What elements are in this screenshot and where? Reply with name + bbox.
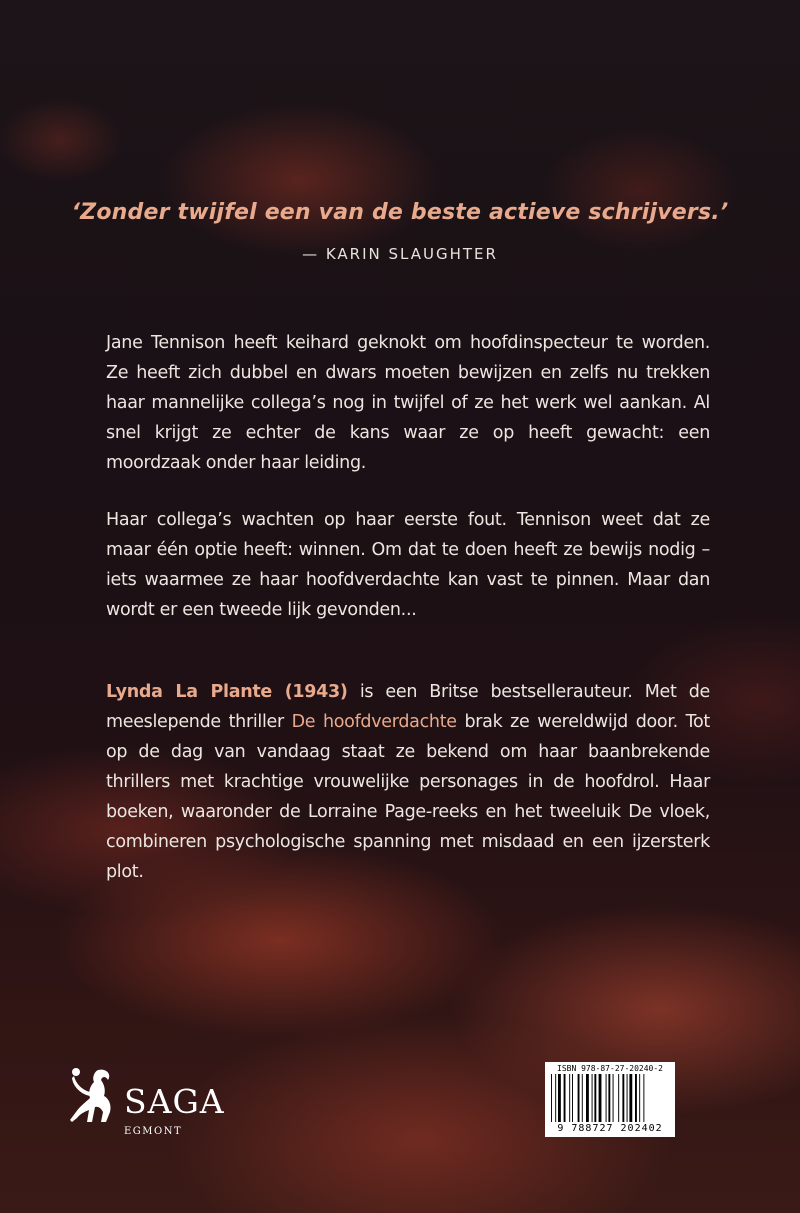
barcode-bar [582, 1074, 583, 1122]
barcode-bars [551, 1074, 671, 1122]
barcode-bar [586, 1074, 589, 1122]
barcode-bar [643, 1074, 644, 1122]
barcode-bar [629, 1074, 632, 1122]
quote-attribution: — KARIN SLAUGHTER [302, 245, 498, 263]
barcode-bar [622, 1074, 624, 1122]
barcode-bar [558, 1074, 561, 1122]
barcode-bar [594, 1074, 596, 1122]
cat-icon [68, 1066, 118, 1126]
publisher-logo [68, 1062, 248, 1152]
barcode-bar [618, 1074, 619, 1122]
barcode-bar [592, 1074, 593, 1122]
quote: ‘Zonder twijfel een van de beste actieve schrijvers.’ [71, 200, 729, 225]
barcode-bar [551, 1074, 552, 1122]
barcode-bar [569, 1074, 570, 1122]
barcode-digits: 9 788727 202402 [557, 1123, 663, 1134]
barcode-bar [572, 1074, 573, 1122]
barcode-bar [564, 1074, 566, 1122]
barcode-bar [555, 1074, 556, 1122]
barcode-bar [578, 1074, 580, 1122]
author-name: Lynda La Plante (1943) [106, 682, 348, 702]
publisher-sub: EGMONT [124, 1126, 183, 1137]
barcode-bar [639, 1074, 640, 1122]
publisher-name: SAGA [124, 1082, 225, 1121]
barcode-bar [599, 1074, 602, 1122]
barcode-bar [606, 1074, 607, 1122]
blurb-paragraph-2: Haar collega’s wachten op haar eerste fout. Tennison weet dat ze maar één optie heeft: winnen. Om dat te doen heeft ze bewijs nodig – iets waarmee ze haar hoofdverdachte kan vast te pinnen. Maar dan wordt er een tweede lijk gevonden... [106, 510, 710, 620]
author-bio [106, 677, 710, 887]
isbn-label: ISBN 978-87-27-20240-2 [557, 1064, 663, 1073]
barcode-bar [613, 1074, 614, 1122]
barcode-bar [635, 1074, 637, 1122]
barcode-bar [608, 1074, 610, 1122]
barcode-bar [627, 1074, 628, 1122]
book-title: De hoofdverdachte [291, 712, 457, 732]
blurb-paragraph-1: Jane Tennison heeft keihard geknokt om hoofdinspecteur te worden. Ze heeft zich dubbel en dwars moeten bewijzen en zelfs nu trekken haar mannelijke collega’s nog in twijfel of ze het werk wel aankan. Al snel krijgt ze echter de kans waar ze op heeft gewacht: een moordzaak onder haar leiding. [106, 333, 710, 473]
isbn-barcode [545, 1062, 675, 1137]
author-bio-rest: brak ze wereldwijd door. Tot op de dag van vandaag staat ze bekend om haar baanbrekende thrillers met krachtige vrouwelijke personages in de hoofdrol. Haar boeken, waaronder de Lorraine Page-reeks en het tweeluik De vloek, combineren psychologische spanning met misdaad en een ijzersterk plot. [106, 712, 710, 882]
author-bio-intro: is een Britse bestsellerauteur. Met de meeslepende thriller [106, 682, 710, 732]
